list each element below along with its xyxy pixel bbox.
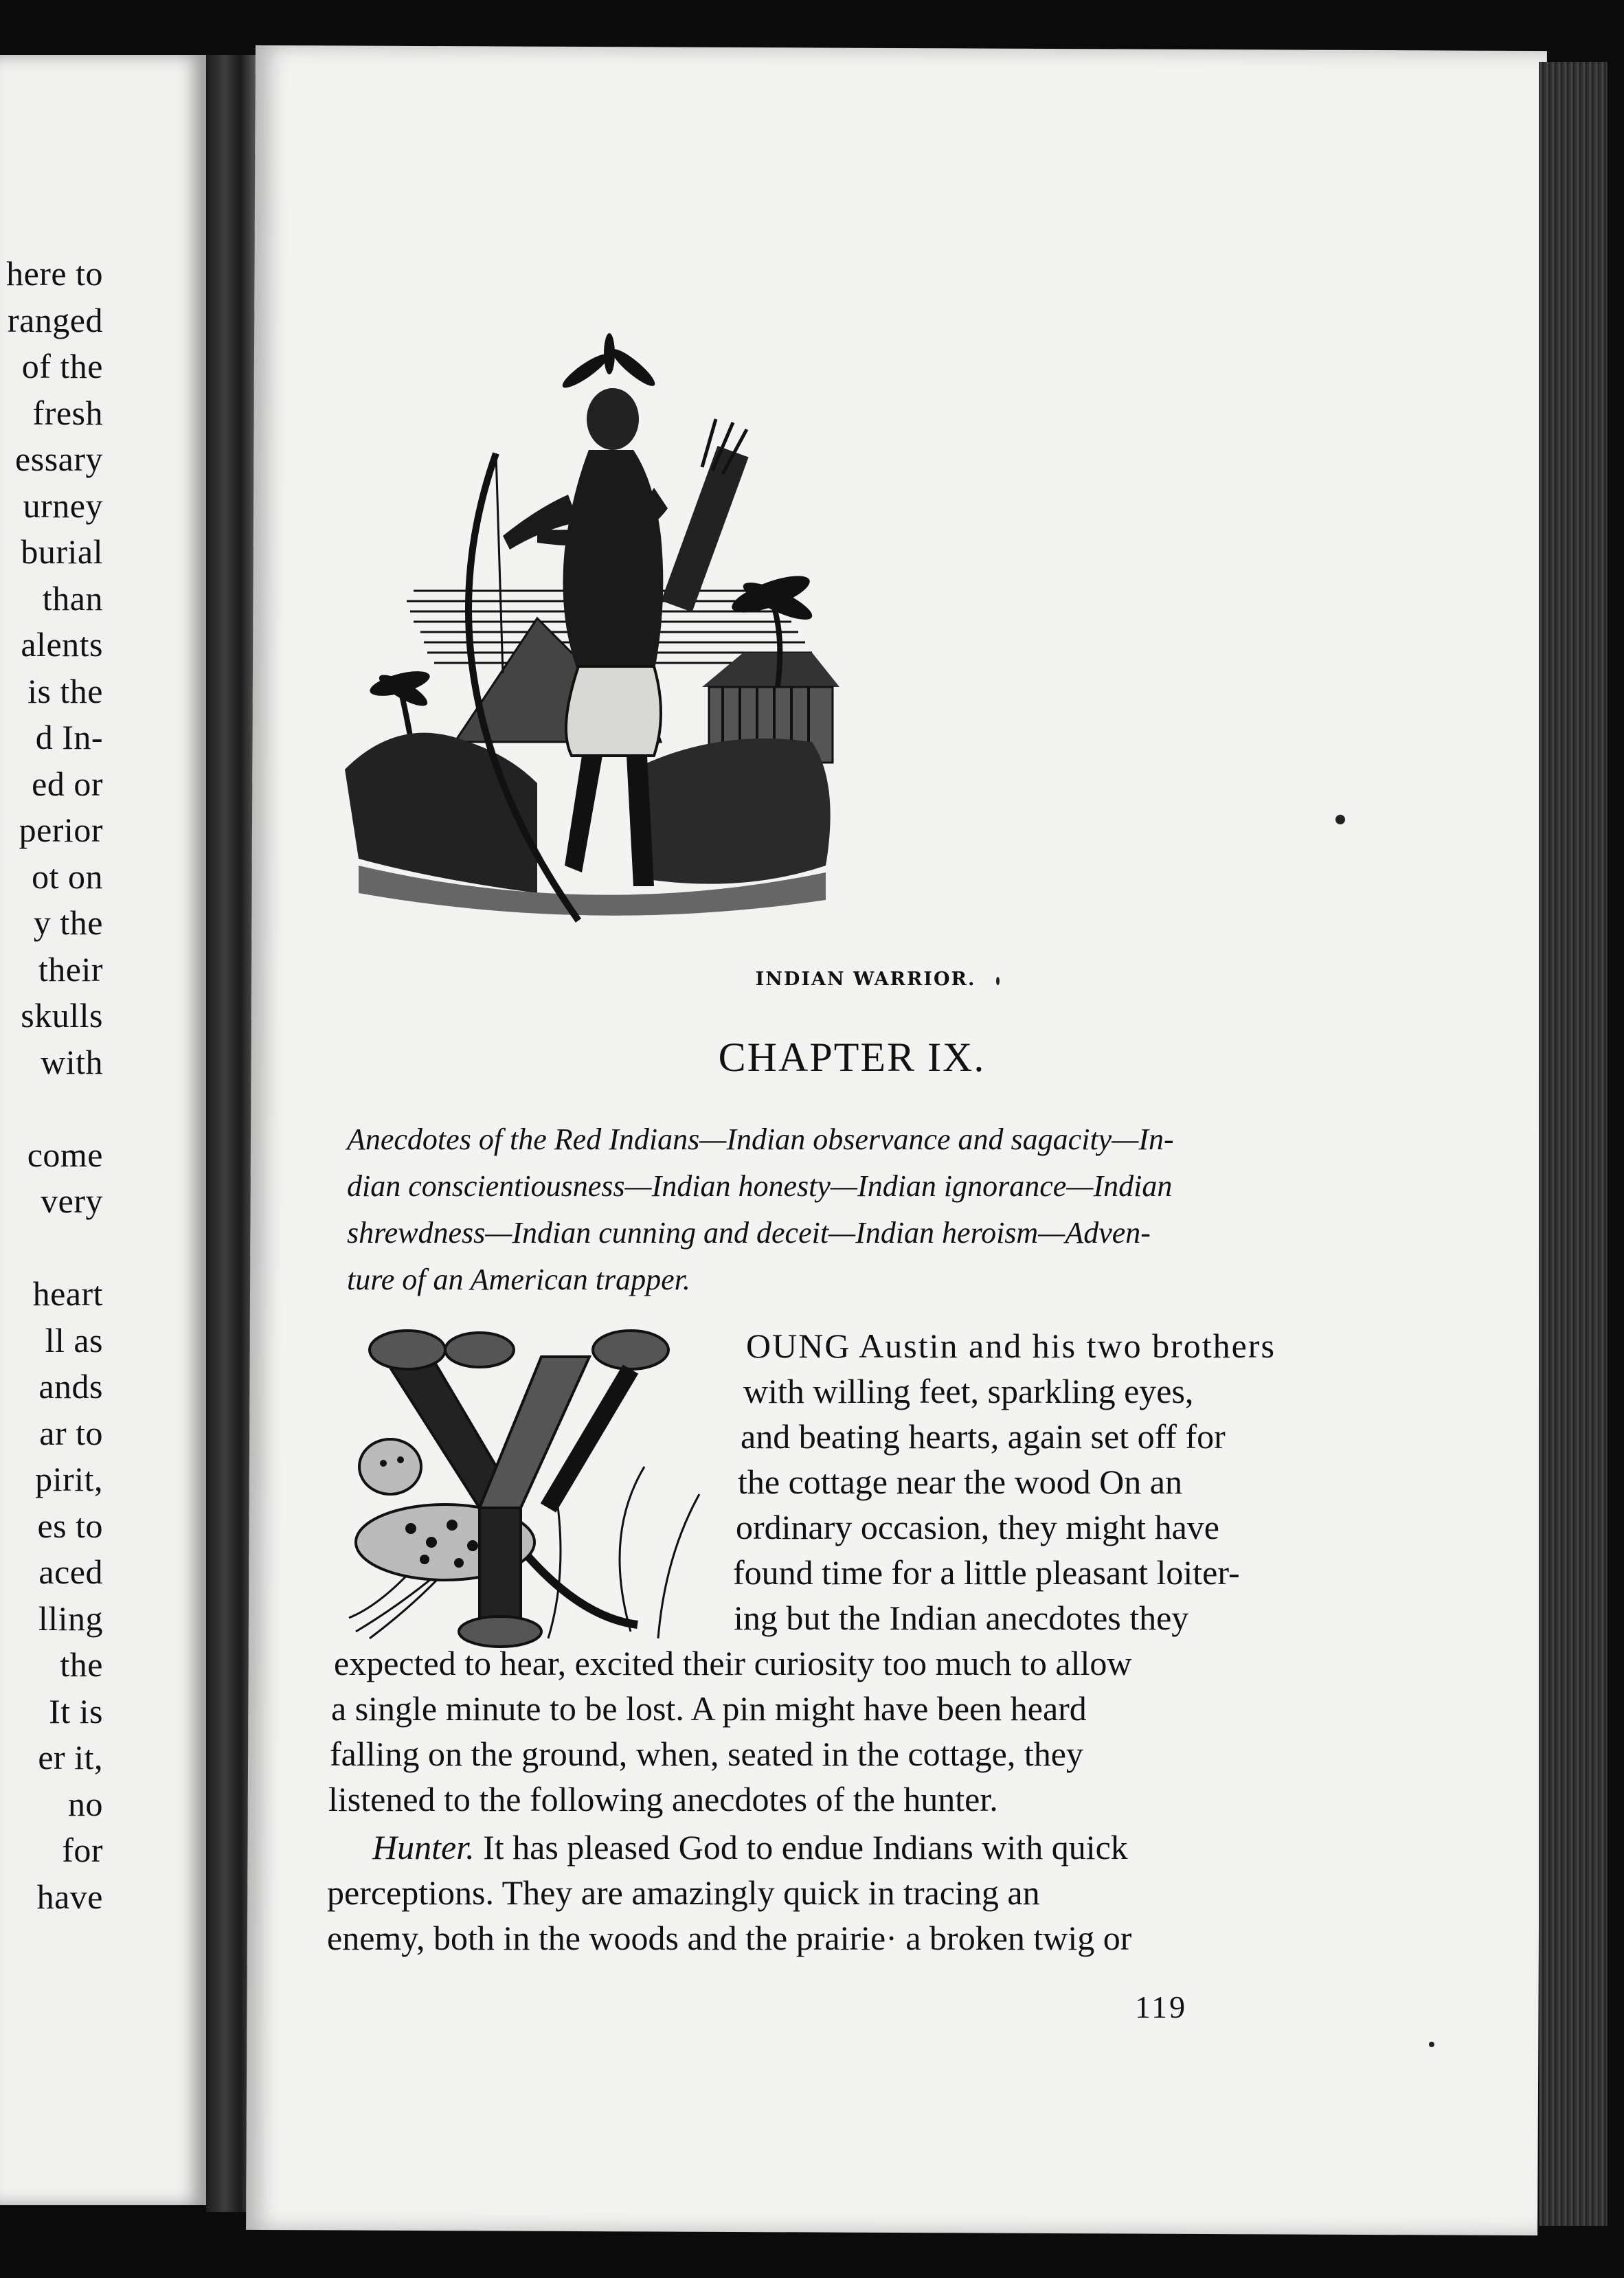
- woodcut-image: [331, 330, 853, 962]
- chapter-heading: CHAPTER IX.: [718, 1035, 986, 1080]
- left-page-line: essary: [15, 440, 103, 478]
- left-page-line: come: [27, 1135, 103, 1174]
- summary-line: ture of an American trapper.: [347, 1263, 690, 1296]
- body-line: OUNG Austin and his two brothers: [746, 1327, 1276, 1365]
- left-page-line: alents: [21, 625, 103, 664]
- speck: [996, 977, 1000, 985]
- body-line: perceptions. They are amazingly quick in tracing an: [327, 1873, 1040, 1912]
- speck: [1335, 815, 1345, 824]
- left-page-line: ands: [38, 1367, 103, 1406]
- left-facing-page: [0, 55, 206, 2205]
- body-line: ing but the Indian anecdotes they: [734, 1599, 1189, 1637]
- page-edges: [1539, 62, 1608, 2226]
- summary-line: Anecdotes of the Red Indians—Indian observance and sagacity—In-: [347, 1123, 1174, 1156]
- left-page-line: heart: [32, 1274, 103, 1313]
- left-page-line: urney: [23, 486, 103, 525]
- body-line: with willing feet, sparkling eyes,: [743, 1372, 1194, 1410]
- left-page-line: of the: [21, 347, 103, 385]
- body-line: expected to hear, excited their curiosity too much to allow: [334, 1644, 1132, 1682]
- left-page-text: [0, 251, 103, 1920]
- indian-warrior-woodcut: [331, 330, 853, 962]
- left-page-line: ll as: [45, 1320, 103, 1360]
- left-page-line: er it,: [38, 1738, 103, 1777]
- left-page-line: their: [38, 949, 103, 989]
- left-page-line: have: [36, 1877, 103, 1916]
- left-page-line: ar to: [39, 1413, 103, 1452]
- left-page-line: ranged: [7, 300, 103, 339]
- body-line: ordinary occasion, they might have: [736, 1508, 1219, 1546]
- left-page-line: with: [41, 1042, 103, 1081]
- left-page-line: fresh: [32, 393, 103, 432]
- left-page-line: the: [60, 1645, 103, 1684]
- left-page-line: is the: [27, 671, 103, 710]
- left-page-line: y the: [33, 903, 103, 942]
- left-page-line: for: [62, 1831, 103, 1869]
- left-page-line: burial: [21, 532, 103, 571]
- left-page-line: ot on: [32, 857, 103, 896]
- left-page-line: than: [42, 578, 103, 618]
- body-line: the cottage near the wood On an: [738, 1463, 1182, 1501]
- left-page-line: perior: [19, 811, 103, 849]
- summary-line: dian conscientiousness—Indian honesty—Indian ignorance—Indian: [347, 1169, 1173, 1203]
- body-line: Hunter. It has pleased God to endue Indians with quick: [372, 1828, 1128, 1867]
- left-page-line: d In-: [35, 718, 103, 756]
- left-page-line: no: [68, 1784, 103, 1823]
- left-page-line: [0, 1225, 103, 1272]
- left-page-line: here to: [6, 254, 103, 293]
- body-line: a single minute to be lost. A pin might have been heard: [331, 1689, 1087, 1728]
- speck: [1429, 2042, 1434, 2047]
- left-page-line: ed or: [32, 764, 103, 803]
- left-page-line: skulls: [21, 996, 103, 1035]
- body-line: listened to the following anecdotes of the hunter.: [328, 1780, 998, 1818]
- left-page-line: It is: [49, 1691, 103, 1730]
- left-page-line: lling: [38, 1599, 103, 1638]
- summary-line: shrewdness—Indian cunning and deceit—Indian heroism—Adven-: [347, 1216, 1151, 1250]
- left-page-line: aced: [38, 1553, 103, 1591]
- body-line: falling on the ground, when, seated in the cottage, they: [330, 1735, 1083, 1773]
- body-line: and beating hearts, again set off for: [741, 1417, 1226, 1456]
- left-page-line: pirit,: [35, 1460, 103, 1498]
- left-page-line: es to: [37, 1506, 103, 1545]
- left-page-line: very: [41, 1182, 103, 1220]
- speaker-label: Hunter.: [372, 1828, 475, 1867]
- illustration-caption: INDIAN WARRIOR.: [755, 969, 976, 990]
- body-line: found time for a little pleasant loiter-: [733, 1553, 1240, 1592]
- body-line: enemy, both in the woods and the prairie· a broken twig or: [327, 1919, 1132, 1957]
- left-page-line: [0, 1085, 103, 1132]
- initial-y-woodcut: [342, 1329, 713, 1652]
- decorative-initial-y: [342, 1329, 713, 1652]
- page-number: 119: [1134, 1989, 1188, 2025]
- chapter-summary: [347, 1116, 1367, 1303]
